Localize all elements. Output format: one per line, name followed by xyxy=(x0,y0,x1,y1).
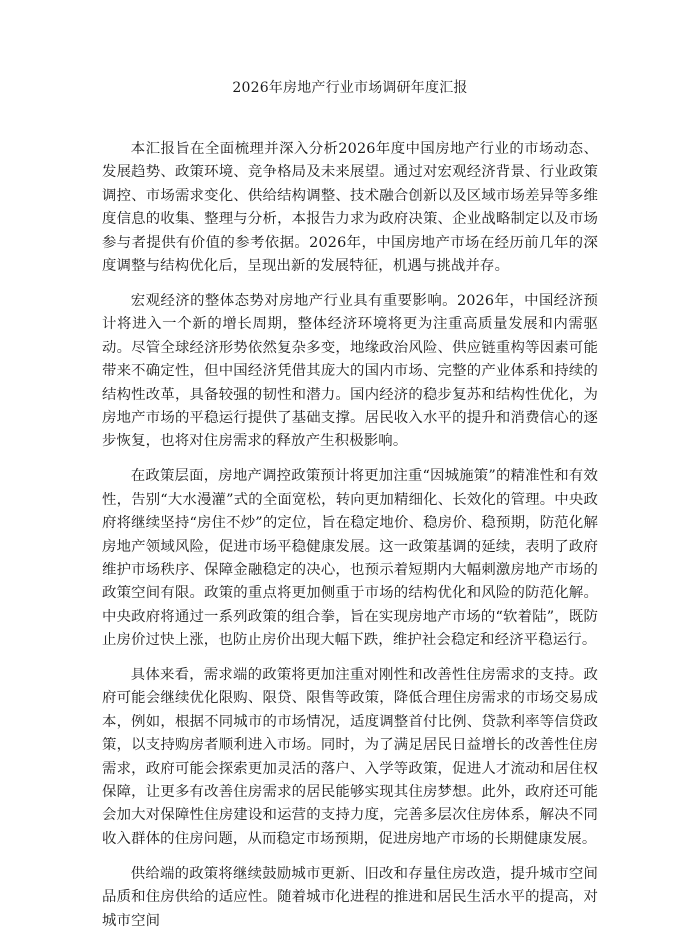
paragraph-1: 本汇报旨在全面梳理并深入分析2026年度中国房地产行业的市场动态、发展趋势、政策环境、竞争格局及未来展望。通过对宏观经济背景、行业政策调控、市场需求变化、供给结构调整、技术融合创新以及区域市场差异等多维度信息的收集、整理与分析，本报告力求为政府决策、企业战略制定以及市场参与者提供有价值的参考依据。2026年，中国房地产市场在经历前几年的深度调整与结构优化后，呈现出新的发展特征，机遇与挑战并存。 xyxy=(102,141,598,275)
paragraph-2: 宏观经济的整体态势对房地产行业具有重要影响。2026年，中国经济预计将进入一个新的增长周期，整体经济环境将更为注重高质量发展和内需驱动。尽管全球经济形势依然复杂多变，地缘政治风险、供应链重构等因素可能带来不确定性，但中国经济凭借其庞大的国内市场、完整的产业体系和持续的结构性改革，具备较强的韧性和潜力。国内经济的稳步复苏和结构性优化，为房地产市场的平稳运行提供了基础支撑。居民收入水平的提升和消费信心的逐步恢复，也将对住房需求的释放产生积极影响。 xyxy=(102,292,598,450)
paragraph-5: 供给端的政策将继续鼓励城市更新、旧改和存量住房改造，提升城市空间品质和住房供给的适应性。随着城市化进程的推进和居民生活水平的提高，对城市空间 xyxy=(102,865,598,929)
document-body xyxy=(102,138,598,945)
paragraph-4: 具体来看，需求端的政策将更加注重对刚性和改善性住房需求的支持。政府可能会继续优化限购、限贷、限售等政策，降低合理住房需求的市场交易成本，例如，根据不同城市的市场情况，适度调整首付比例、贷款利率等信贷政策，以支持购房者顺利进入市场。同时，为了满足居民日益增长的改善性住房需求，政府可能会探索更加灵活的落户、入学等政策，促进人才流动和居住权保障，让更多有改善住房需求的居民能够实现其住房梦想。此外，政府还可能会加大对保障性住房建设和运营的支持力度，完善多层次住房体系，解决不同收入群体的住房问题，从而稳定市场预期，促进房地产市场的长期健康发展。 xyxy=(102,667,598,847)
paragraph-3: 在政策层面，房地产调控政策预计将更加注重“因城施策”的精准性和有效性，告别“大水漫灌”式的全面宽松，转向更加精细化、长效化的管理。中央政府将继续坚持“房住不炒”的定位，旨在稳定地价、稳房价、稳预期，防范化解房地产领域风险，促进市场平稳健康发展。这一政策基调的延续，表明了政府维护市场秩序、保障金融稳定的决心，也预示着短期内大幅刺激房地产市场的政策空间有限。政策的重点将更加侧重于市场的结构优化和风险的防范化解。中央政府将通过一系列政策的组合拳，旨在实现房地产市场的“软着陆”，既防止房价过快上涨，也防止房价出现大幅下跌，维护社会稳定和经济平稳运行。 xyxy=(102,468,598,649)
document-title: 2026年房地产行业市场调研年度汇报 xyxy=(232,80,468,96)
